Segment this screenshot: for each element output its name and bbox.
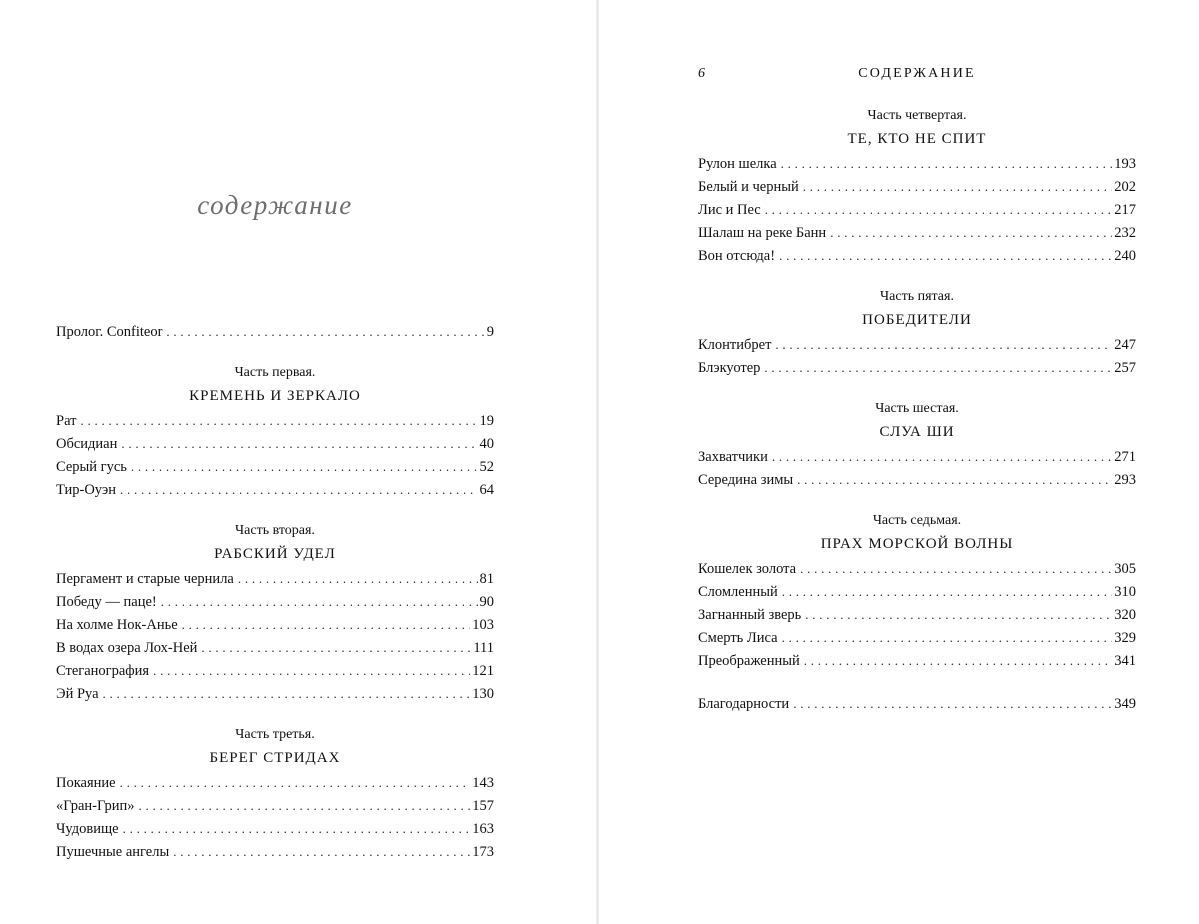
entry-page: 163: [472, 821, 494, 837]
dot-leader: [153, 659, 470, 682]
entry-title: Белый и черный: [698, 179, 799, 195]
toc-entry[interactable]: [56, 409, 494, 432]
entry-title: На холме Нок-Анье: [56, 617, 178, 633]
entry-title: «Гран-Грип»: [56, 798, 135, 814]
entry-title: Пушечные ангелы: [56, 844, 170, 860]
entry-page: 81: [479, 571, 494, 587]
part-label: Часть третья.: [235, 727, 315, 742]
entry-page: 90: [479, 594, 494, 610]
part-label: Часть вторая.: [235, 523, 315, 538]
entry-page: 320: [1114, 607, 1136, 623]
entry-page: 329: [1114, 630, 1136, 646]
dot-leader: [779, 244, 1112, 267]
part-heading: [56, 363, 494, 409]
part-heading: [56, 725, 494, 771]
toc-entry[interactable]: [698, 333, 1136, 356]
toc-entry[interactable]: [56, 567, 494, 590]
toc-entry[interactable]: [56, 817, 494, 840]
entry-title: Вон отсюда!: [698, 248, 776, 264]
entry-page: 130: [472, 686, 494, 702]
part-title: БЕРЕГ СТРИДАХ: [209, 750, 341, 766]
dot-leader: [80, 409, 477, 432]
entry-title: Захватчики: [698, 449, 768, 465]
entry-page: 143: [472, 775, 494, 791]
dot-leader: [103, 682, 471, 705]
toc-entry[interactable]: [698, 580, 1136, 603]
entry-page: 111: [473, 640, 494, 656]
part-label: Часть четвертая.: [867, 108, 967, 123]
dot-leader: [803, 175, 1113, 198]
dot-leader: [805, 603, 1112, 626]
entry-title: В водах озера Лох-Ней: [56, 640, 198, 656]
entry-title: Преображенный: [698, 653, 800, 669]
part-label: Часть шестая.: [875, 401, 959, 416]
entry-title: Блэкуотер: [698, 360, 761, 376]
toc-entry[interactable]: [698, 244, 1136, 267]
entry-page: 202: [1114, 179, 1136, 195]
dot-leader: [121, 432, 477, 455]
entry-page: 52: [479, 459, 494, 475]
part-title: КРЕМЕНЬ И ЗЕРКАЛО: [189, 388, 361, 404]
entry-page: 310: [1114, 584, 1136, 600]
entry-title: Клонтибрет: [698, 337, 772, 353]
part-heading: [698, 287, 1136, 333]
entry-title: Покаяние: [56, 775, 116, 791]
entry-title: Пергамент и старые чернила: [56, 571, 234, 587]
part-label: Часть пятая.: [880, 289, 954, 304]
dot-leader: [797, 468, 1112, 491]
entry-page: 293: [1114, 472, 1136, 488]
entry-page: 232: [1114, 225, 1136, 241]
entry-page: 349: [1114, 696, 1136, 712]
toc-entry[interactable]: [56, 478, 494, 501]
entry-title: Тир-Оуэн: [56, 482, 117, 498]
dot-leader: [782, 626, 1113, 649]
entry-title: Сломленный: [698, 584, 778, 600]
entry-page: 40: [479, 436, 494, 452]
dot-leader: [781, 152, 1113, 175]
dot-leader: [131, 455, 478, 478]
dot-leader: [793, 692, 1112, 715]
entry-page: 103: [472, 617, 494, 633]
entry-title: Рулон шелка: [698, 156, 777, 172]
entry-page: 157: [472, 798, 494, 814]
entry-title: Стеганография: [56, 663, 150, 679]
dot-leader: [800, 557, 1112, 580]
toc-entry-acknowledgements[interactable]: [698, 692, 1136, 715]
toc-entry[interactable]: [698, 468, 1136, 491]
dot-leader: [138, 794, 470, 817]
entry-page: 64: [479, 482, 494, 498]
running-head-title: СОДЕРЖАНИЕ: [858, 66, 976, 81]
entry-title: Благодарности: [698, 696, 790, 712]
entry-page: 193: [1114, 156, 1136, 172]
toc-entry[interactable]: [56, 771, 494, 794]
toc-entry[interactable]: [56, 794, 494, 817]
toc-entry[interactable]: [56, 455, 494, 478]
entry-title: Лис и Пес: [698, 202, 761, 218]
contents-title: содержание: [197, 190, 353, 220]
toc-right: [698, 106, 1136, 715]
toc-entry[interactable]: [56, 613, 494, 636]
toc-entry[interactable]: [698, 626, 1136, 649]
toc-entry[interactable]: [698, 198, 1136, 221]
entry-page: 9: [486, 324, 494, 340]
toc-entry[interactable]: [698, 175, 1136, 198]
dot-leader: [830, 221, 1112, 244]
toc-entry[interactable]: [698, 356, 1136, 379]
right-page: [599, 0, 1199, 924]
entry-title: Пролог. Confiteor: [56, 324, 163, 340]
entry-title: Кошелек золота: [698, 561, 797, 577]
toc-entry[interactable]: [698, 445, 1136, 468]
entry-title: Смерть Лиса: [698, 630, 778, 646]
left-page: [0, 0, 597, 924]
toc-entry[interactable]: [56, 659, 494, 682]
dot-leader: [120, 478, 477, 501]
toc-entry[interactable]: [698, 152, 1136, 175]
toc-entry[interactable]: [56, 432, 494, 455]
part-title: ПОБЕДИТЕЛИ: [862, 312, 972, 328]
entry-page: 121: [472, 663, 494, 679]
toc-entry-prologue[interactable]: [56, 320, 494, 343]
dot-leader: [123, 817, 471, 840]
dot-leader: [782, 580, 1113, 603]
entry-page: 19: [479, 413, 494, 429]
toc-left: [56, 320, 494, 863]
entry-page: 271: [1114, 449, 1136, 465]
running-head: [698, 66, 1136, 86]
entry-title: Шалаш на реке Банн: [698, 225, 827, 241]
part-heading: [698, 399, 1136, 445]
toc-entry[interactable]: [56, 682, 494, 705]
toc-entry[interactable]: [698, 603, 1136, 626]
page-number: 6: [698, 66, 705, 81]
entry-title: Эй Руа: [56, 686, 99, 702]
entry-page: 173: [472, 844, 494, 860]
entry-title: Загнанный зверь: [698, 607, 802, 623]
entry-title: Серый гусь: [56, 459, 127, 475]
dot-leader: [173, 840, 470, 863]
entry-page: 305: [1114, 561, 1136, 577]
entry-page: 257: [1114, 360, 1136, 376]
entry-page: 217: [1114, 202, 1136, 218]
dot-leader: [201, 636, 471, 659]
entry-title: Обсидиан: [56, 436, 118, 452]
entry-title: Рат: [56, 413, 77, 429]
toc-entry[interactable]: [698, 557, 1136, 580]
part-title: ТЕ, КТО НЕ СПИТ: [847, 131, 987, 147]
dot-leader: [804, 649, 1112, 672]
entry-page: 240: [1114, 248, 1136, 264]
dot-leader: [765, 198, 1113, 221]
part-label: Часть седьмая.: [872, 513, 962, 528]
dot-leader: [764, 356, 1112, 379]
entry-page: 341: [1114, 653, 1136, 669]
entry-title: Победу — паце!: [56, 594, 157, 610]
entry-page: 247: [1114, 337, 1136, 353]
entry-title: Чудовище: [56, 821, 119, 837]
part-heading: [698, 511, 1136, 557]
dot-leader: [120, 771, 471, 794]
toc-entry[interactable]: [56, 840, 494, 863]
entry-title: Середина зимы: [698, 472, 794, 488]
part-title: СЛУА ШИ: [879, 424, 955, 440]
part-title: РАБСКИЙ УДЕЛ: [214, 546, 336, 562]
toc-entry[interactable]: [56, 590, 494, 613]
toc-entry[interactable]: [698, 649, 1136, 672]
part-heading: [56, 521, 494, 567]
dot-leader: [182, 613, 471, 636]
dot-leader: [238, 567, 478, 590]
part-label: Часть первая.: [234, 365, 316, 380]
dot-leader: [166, 320, 484, 343]
dot-leader: [772, 445, 1112, 468]
part-title: ПРАХ МОРСКОЙ ВОЛНЫ: [820, 536, 1014, 552]
dot-leader: [775, 333, 1112, 356]
toc-entry[interactable]: [698, 221, 1136, 244]
dot-leader: [161, 590, 478, 613]
part-heading: [698, 106, 1136, 152]
toc-entry[interactable]: [56, 636, 494, 659]
